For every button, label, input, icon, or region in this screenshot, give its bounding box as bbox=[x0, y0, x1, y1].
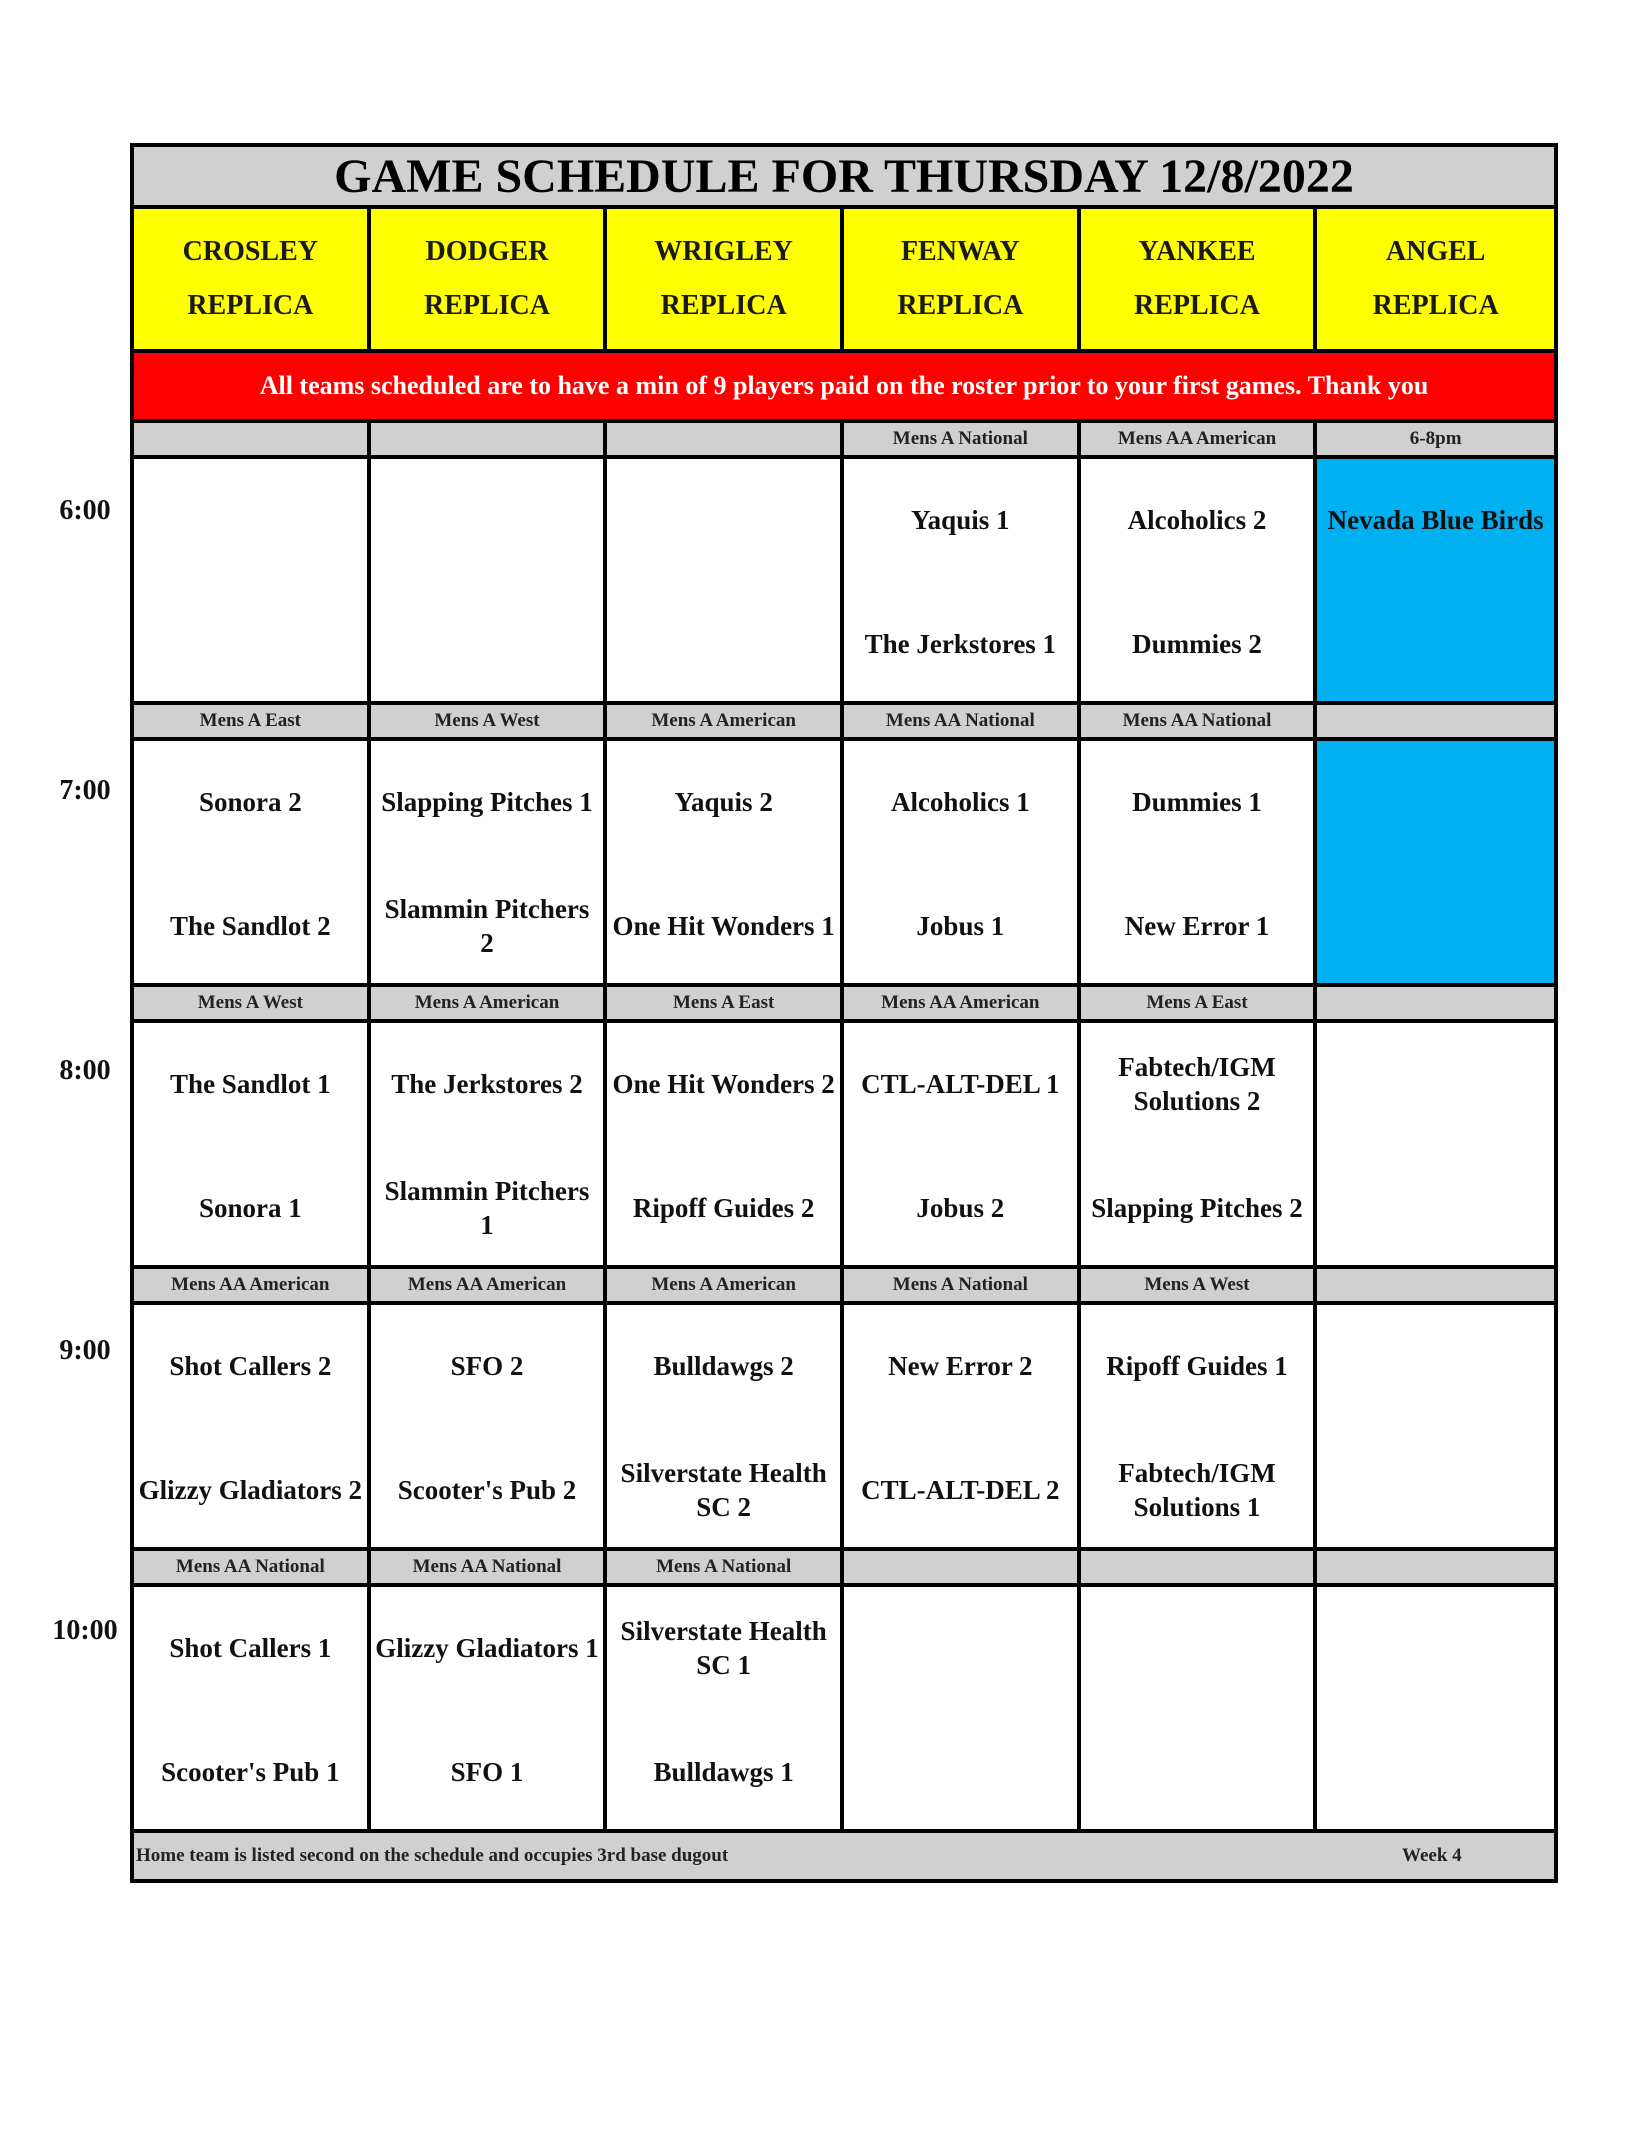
game-row bbox=[134, 1587, 1554, 1833]
field-header-row bbox=[134, 209, 1554, 353]
game-cell bbox=[1081, 1587, 1318, 1829]
home-team bbox=[1317, 1169, 1554, 1247]
away-team: Slapping Pitches 1 bbox=[381, 787, 593, 817]
division-label bbox=[844, 1551, 1081, 1583]
division-label bbox=[1317, 1269, 1554, 1301]
field-dodger bbox=[371, 209, 608, 349]
home-team: Slapping Pitches 2 bbox=[1091, 1193, 1303, 1223]
away-team: Silverstate Health SC 1 bbox=[620, 1616, 827, 1680]
game-cell bbox=[134, 1023, 371, 1265]
home-team bbox=[1317, 1733, 1554, 1811]
home-team bbox=[1081, 1733, 1314, 1811]
home-team: Jobus 1 bbox=[916, 911, 1005, 941]
home-team: One Hit Wonders 1 bbox=[612, 911, 835, 941]
home-team: The Sandlot 2 bbox=[170, 911, 331, 941]
game-cell bbox=[371, 741, 608, 983]
home-team: Scooter's Pub 2 bbox=[397, 1475, 577, 1505]
division-label: Mens A American bbox=[607, 1269, 844, 1301]
game-row bbox=[134, 459, 1554, 705]
field-name: WRIGLEY bbox=[654, 236, 793, 267]
game-cell bbox=[1081, 459, 1318, 701]
division-label: Mens A East bbox=[607, 987, 844, 1019]
field-sub: REPLICA bbox=[423, 290, 550, 321]
division-label bbox=[1081, 1551, 1318, 1583]
away-team: The Sandlot 1 bbox=[170, 1069, 331, 1099]
away-team bbox=[844, 1609, 1077, 1687]
away-team bbox=[607, 481, 840, 559]
game-cell bbox=[844, 741, 1081, 983]
field-sub: REPLICA bbox=[897, 290, 1024, 321]
field-sub: REPLICA bbox=[187, 290, 314, 321]
away-team: Fabtech/IGM Solutions 2 bbox=[1118, 1052, 1276, 1116]
away-team: Sonora 2 bbox=[198, 787, 302, 817]
game-cell bbox=[1317, 741, 1554, 983]
home-team: Bulldawgs 1 bbox=[653, 1757, 794, 1787]
game-cell bbox=[371, 1305, 608, 1547]
away-team: Alcoholics 2 bbox=[1127, 505, 1267, 535]
division-label: Mens A National bbox=[844, 1269, 1081, 1301]
away-team: One Hit Wonders 2 bbox=[612, 1069, 835, 1099]
home-team: Ripoff Guides 2 bbox=[632, 1193, 815, 1223]
game-cell bbox=[1081, 1305, 1318, 1547]
time-label-10: 10:00 bbox=[52, 1615, 118, 1646]
away-team bbox=[1081, 1609, 1314, 1687]
game-cell bbox=[607, 1023, 844, 1265]
away-team bbox=[1317, 763, 1554, 841]
division-label: Mens A East bbox=[1081, 987, 1318, 1019]
home-team: Scooter's Pub 1 bbox=[161, 1757, 340, 1787]
home-team: The Jerkstores 1 bbox=[864, 629, 1057, 659]
division-label: Mens A West bbox=[1081, 1269, 1318, 1301]
division-row bbox=[134, 705, 1554, 741]
home-team: Slammin Pitchers 2 bbox=[384, 894, 590, 958]
game-cell bbox=[371, 1023, 608, 1265]
schedule-sheet bbox=[130, 143, 1558, 1883]
roster-notice: All teams scheduled are to have a min of 9 players paid on the roster prior to your first games. Thank you bbox=[134, 353, 1554, 423]
field-name: YANKEE bbox=[1138, 236, 1256, 267]
division-label: Mens AA American bbox=[844, 987, 1081, 1019]
division-label bbox=[371, 423, 608, 455]
game-row bbox=[134, 1023, 1554, 1269]
division-label: Mens A East bbox=[134, 705, 371, 737]
field-yankee bbox=[1081, 209, 1318, 349]
game-row bbox=[134, 741, 1554, 987]
schedule-footer bbox=[134, 1833, 1554, 1879]
field-sub: REPLICA bbox=[1133, 290, 1260, 321]
away-team: Dummies 1 bbox=[1132, 787, 1262, 817]
home-team: New Error 1 bbox=[1124, 911, 1270, 941]
division-label bbox=[134, 423, 371, 455]
division-label: Mens AA American bbox=[1081, 423, 1318, 455]
field-wrigley bbox=[607, 209, 844, 349]
home-team bbox=[607, 605, 840, 683]
home-team bbox=[371, 605, 604, 683]
away-team bbox=[1317, 1045, 1554, 1123]
division-label: Mens AA National bbox=[844, 705, 1081, 737]
division-row bbox=[134, 1551, 1554, 1587]
home-team bbox=[1317, 1451, 1554, 1529]
division-label: Mens AA American bbox=[134, 1269, 371, 1301]
game-cell bbox=[134, 459, 371, 701]
game-cell bbox=[1317, 459, 1554, 701]
game-cell bbox=[134, 741, 371, 983]
division-label: Mens A West bbox=[134, 987, 371, 1019]
away-team bbox=[1317, 1609, 1554, 1687]
away-team: Yaquis 1 bbox=[911, 505, 1010, 535]
home-team-note: Home team is listed second on the schedule and occupies 3rd base dugout bbox=[136, 1845, 729, 1866]
slots-container bbox=[134, 423, 1554, 1833]
game-cell bbox=[134, 1587, 371, 1829]
week-label: Week 4 bbox=[1402, 1845, 1462, 1866]
game-row bbox=[134, 1305, 1554, 1551]
home-team bbox=[134, 605, 367, 683]
game-cell bbox=[134, 1305, 371, 1547]
game-cell bbox=[1081, 1023, 1318, 1265]
division-row bbox=[134, 423, 1554, 459]
home-team: SFO 1 bbox=[450, 1757, 524, 1787]
time-label-8: 8:00 bbox=[59, 1055, 111, 1086]
game-cell bbox=[1317, 1023, 1554, 1265]
away-team bbox=[134, 481, 367, 559]
field-name: ANGEL bbox=[1385, 236, 1486, 267]
away-team: Ripoff Guides 1 bbox=[1106, 1351, 1288, 1381]
field-sub: REPLICA bbox=[660, 290, 787, 321]
division-label: Mens A National bbox=[844, 423, 1081, 455]
home-team: Slammin Pitchers 1 bbox=[384, 1176, 590, 1240]
field-angel bbox=[1317, 209, 1554, 349]
schedule-title: GAME SCHEDULE FOR THURSDAY 12/8/2022 bbox=[134, 147, 1554, 209]
field-name: DODGER bbox=[425, 236, 549, 267]
time-label-9: 9:00 bbox=[59, 1335, 111, 1366]
home-team bbox=[1317, 887, 1554, 965]
game-cell bbox=[1317, 1587, 1554, 1829]
field-fenway bbox=[844, 209, 1081, 349]
game-cell bbox=[844, 1587, 1081, 1829]
away-team: Shot Callers 1 bbox=[169, 1633, 332, 1663]
home-team bbox=[844, 1733, 1077, 1811]
division-label bbox=[607, 423, 844, 455]
time-label-7: 7:00 bbox=[59, 775, 111, 806]
field-crosley bbox=[134, 209, 371, 349]
away-team: CTL-ALT-DEL 1 bbox=[861, 1069, 1060, 1099]
game-cell bbox=[607, 459, 844, 701]
away-team: New Error 2 bbox=[888, 1351, 1033, 1381]
away-team bbox=[371, 481, 604, 559]
division-label bbox=[1317, 1551, 1554, 1583]
home-team: CTL-ALT-DEL 2 bbox=[861, 1475, 1060, 1505]
away-team: The Jerkstores 2 bbox=[391, 1069, 583, 1099]
game-cell bbox=[607, 1587, 844, 1829]
division-label: Mens AA American bbox=[371, 1269, 608, 1301]
game-cell bbox=[844, 1305, 1081, 1547]
away-team: Shot Callers 2 bbox=[169, 1351, 332, 1381]
division-label bbox=[1317, 705, 1554, 737]
away-team: Nevada Blue Birds bbox=[1327, 505, 1544, 535]
division-label: Mens AA National bbox=[371, 1551, 608, 1583]
game-cell bbox=[371, 459, 608, 701]
game-cell bbox=[371, 1587, 608, 1829]
home-team: Silverstate Health SC 2 bbox=[620, 1458, 827, 1522]
game-cell bbox=[844, 459, 1081, 701]
field-name: CROSLEY bbox=[182, 236, 319, 267]
home-team: Dummies 2 bbox=[1132, 629, 1262, 659]
division-row bbox=[134, 1269, 1554, 1305]
game-cell bbox=[844, 1023, 1081, 1265]
away-team: Glizzy Gladiators 1 bbox=[375, 1633, 599, 1663]
home-team: Fabtech/IGM Solutions 1 bbox=[1118, 1458, 1276, 1522]
time-label-6: 6:00 bbox=[59, 495, 111, 526]
game-cell bbox=[607, 1305, 844, 1547]
division-label: Mens A American bbox=[371, 987, 608, 1019]
home-team: Jobus 2 bbox=[916, 1193, 1005, 1223]
away-team: Yaquis 2 bbox=[674, 787, 773, 817]
field-sub: REPLICA bbox=[1372, 290, 1499, 321]
away-team: SFO 2 bbox=[450, 1351, 524, 1381]
away-team: Alcoholics 1 bbox=[890, 787, 1030, 817]
division-label: Mens A National bbox=[607, 1551, 844, 1583]
division-label: 6-8pm bbox=[1317, 423, 1554, 455]
game-cell bbox=[1081, 741, 1318, 983]
home-team: Sonora 1 bbox=[198, 1193, 302, 1223]
away-team bbox=[1317, 1327, 1554, 1405]
division-row bbox=[134, 987, 1554, 1023]
game-cell bbox=[1317, 1305, 1554, 1547]
field-name: FENWAY bbox=[900, 236, 1020, 267]
away-team: Bulldawgs 2 bbox=[653, 1351, 794, 1381]
home-team: Glizzy Gladiators 2 bbox=[138, 1475, 363, 1505]
division-label: Mens A American bbox=[607, 705, 844, 737]
division-label: Mens AA National bbox=[1081, 705, 1318, 737]
division-label: Mens A West bbox=[371, 705, 608, 737]
division-label bbox=[1317, 987, 1554, 1019]
home-team bbox=[1317, 605, 1554, 683]
game-cell bbox=[607, 741, 844, 983]
division-label: Mens AA National bbox=[134, 1551, 371, 1583]
